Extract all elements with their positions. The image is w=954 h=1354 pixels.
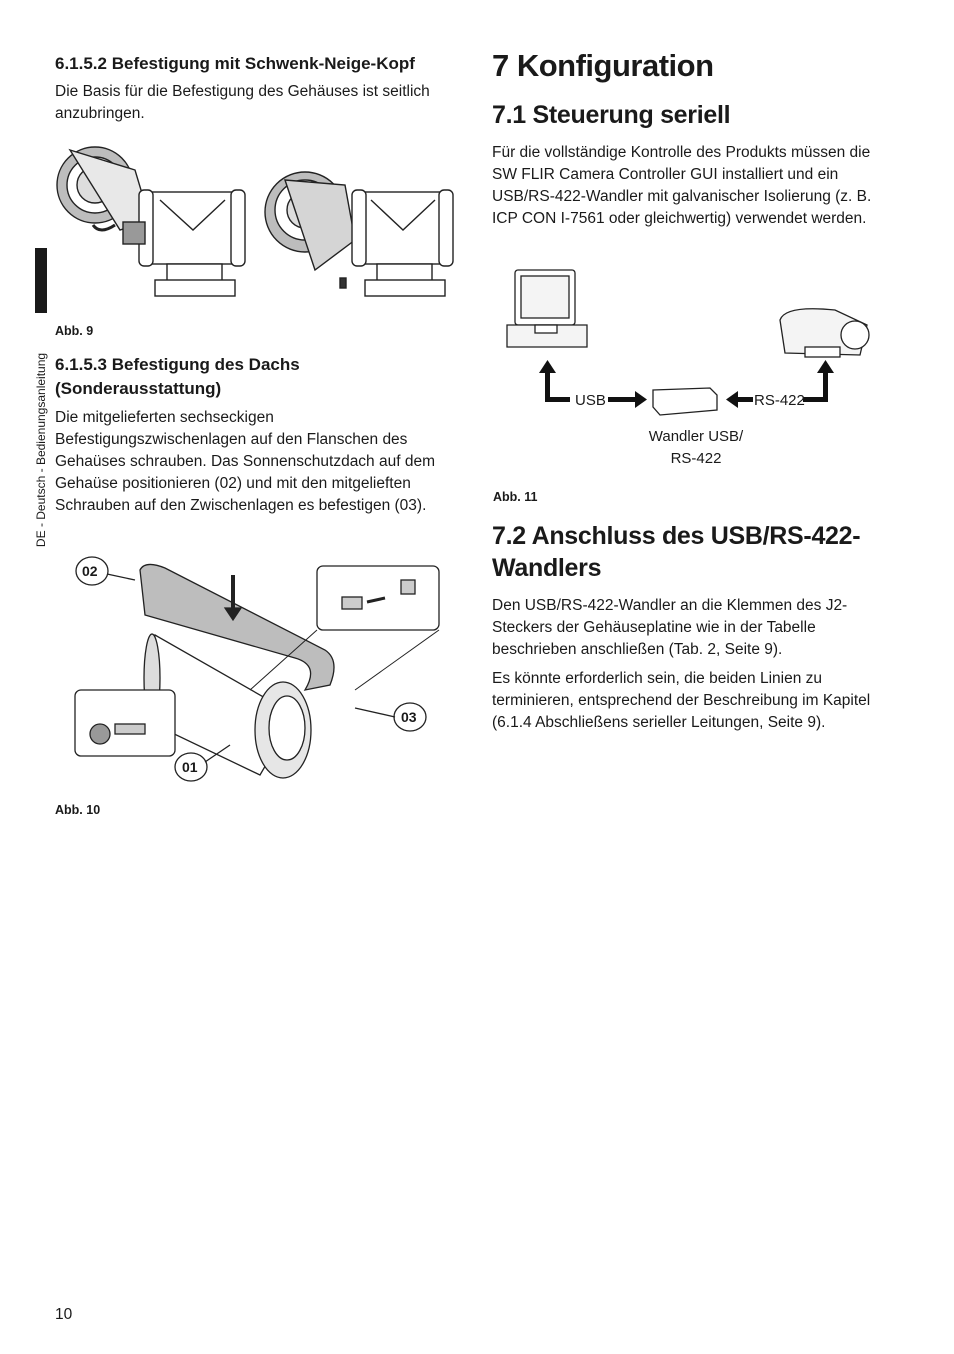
figure-9-caption: Abb. 9: [55, 324, 94, 338]
section-72-paragraph-1: Den USB/RS-422-Wandler an die Klemmen des J2-Steckers der Gehäuseplatine wie in der Tabelle beschrieben anschließen (Tab. 2, Seite 9).: [492, 597, 848, 658]
figure-9-illustration: [55, 140, 465, 310]
side-language-label: DE - Deutsch - Bedienungsanleitung: [34, 352, 48, 548]
rs422-label: RS-422: [754, 392, 805, 409]
converter-label-line1: Wandler USB/: [648, 428, 744, 445]
figure-10-illustration: [55, 550, 455, 790]
section-71-heading: 7.1 Steuerung seriell: [492, 101, 731, 129]
section-6152-text: Die Basis für die Befestigung des Gehäuses ist seitlich anzubringen.: [55, 83, 430, 122]
side-tab-marker: [35, 248, 47, 313]
usb-label: USB: [575, 392, 606, 409]
figure-11-caption: Abb. 11: [493, 490, 538, 504]
section-72-paragraph-2: Es könnte erforderlich sein, die beiden Linien zu terminieren, entsprechend der Beschreibung im Kapitel (6.1.4 Abschließens serieller Leitungen, Seite 9).: [492, 670, 871, 731]
section-71-text: Für die vollständige Kontrolle des Produkts müssen die SW FLIR Camera Controller GUI installiert und ein USB/RS-422-Wandler mit galvanischer Isolierung (z. B. ICP CON I-7561 oder gleichwertig) verwendet werden.: [492, 144, 872, 227]
chapter-title: 7 Konfiguration: [492, 48, 714, 83]
callout-03: 03: [401, 709, 417, 725]
callout-01: 01: [182, 759, 198, 775]
section-6153-text: Die mitgelieferten sechseckigen Befestigungszwischenlagen auf den Flanschen des Gehaüses schrauben. Das Sonnenschutzdach auf dem Gehaüse positionieren (02) und mit den mitgelieften Schrauben auf den Zwischenlagen es befestigen (03).: [55, 409, 435, 514]
section-72-heading-line2: Wandlers: [492, 554, 602, 582]
page-number: 10: [55, 1306, 73, 1323]
section-6152-heading: 6.1.5.2 Befestigung mit Schwenk-Neige-Kopf: [55, 54, 415, 73]
converter-label-line2: RS-422: [670, 450, 722, 467]
section-6153-heading-line2: (Sonderausstattung): [55, 379, 222, 398]
callout-02: 02: [82, 563, 98, 579]
figure-10-caption: Abb. 10: [55, 803, 101, 817]
section-72-heading-line1: 7.2 Anschluss des USB/RS-422-: [492, 522, 861, 550]
section-6153-heading-line1: 6.1.5.3 Befestigung des Dachs: [55, 355, 300, 374]
